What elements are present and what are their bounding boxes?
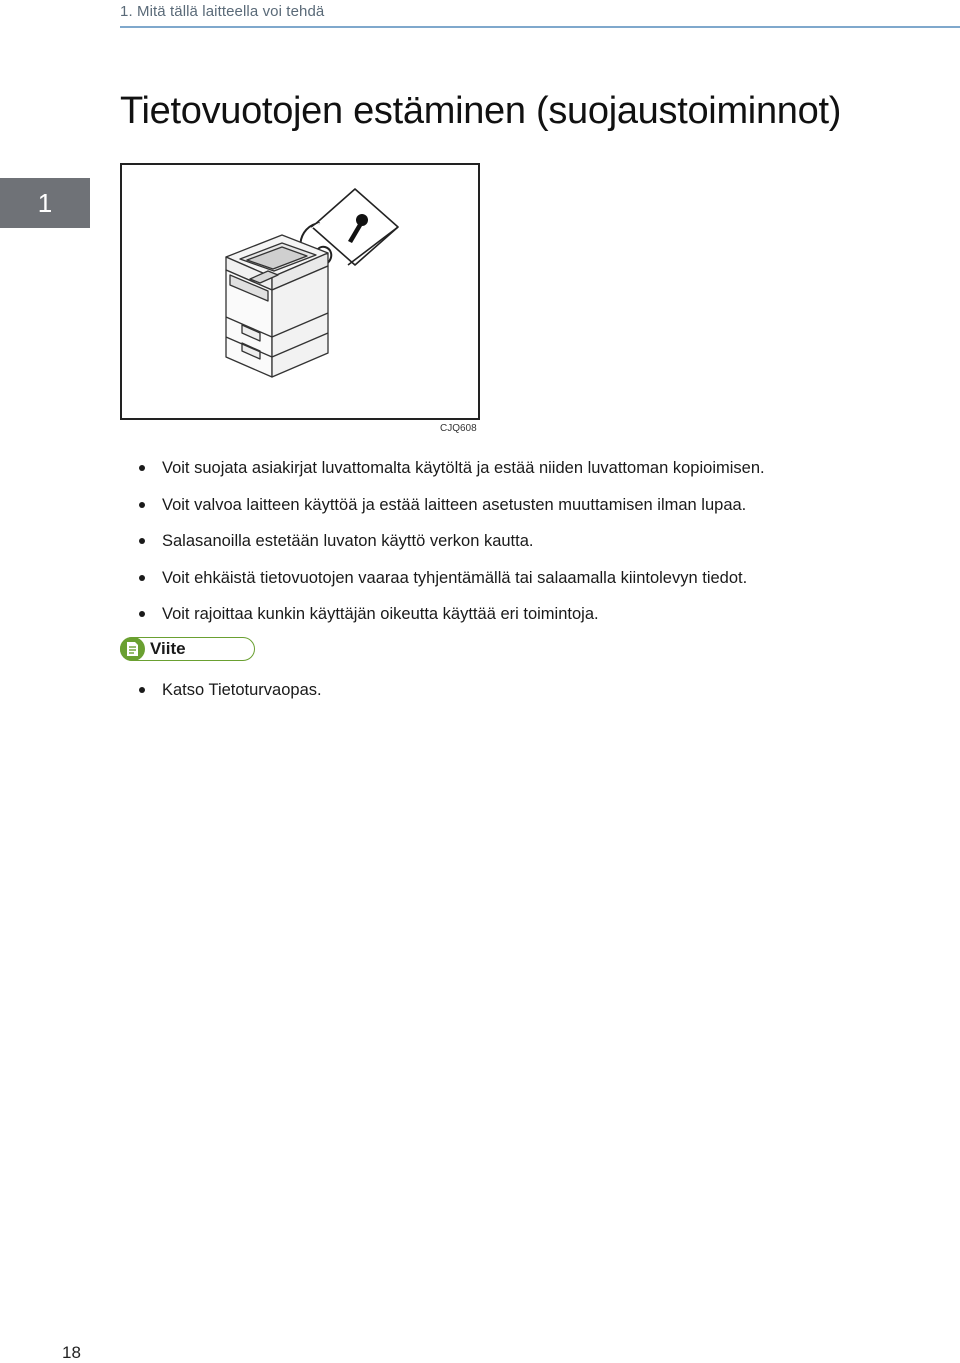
bullet-icon <box>139 465 145 471</box>
bullet-icon <box>139 575 145 581</box>
list-item-text: Voit rajoittaa kunkin käyttäjän oikeutta käyttää eri toimintoja. <box>162 605 599 623</box>
bullet-icon <box>139 502 145 508</box>
note-document-icon <box>120 637 145 661</box>
printer-with-lock-icon <box>122 165 478 418</box>
list-item-text: Voit suojata asiakirjat luvattomalta käytöltä ja estää niiden luvattoman kopioimisen. <box>162 459 765 477</box>
reference-list <box>138 678 953 715</box>
list-item <box>138 456 953 480</box>
bullet-icon <box>139 611 145 617</box>
list-item <box>138 602 953 626</box>
list-item <box>138 678 953 702</box>
bullet-icon <box>139 538 145 544</box>
running-header: 1. Mitä tällä laitteella voi tehdä <box>120 3 325 20</box>
list-item-text: Voit ehkäistä tietovuotojen vaaraa tyhjentämällä tai salaamalla kiintolevyn tiedot. <box>162 568 748 587</box>
list-item <box>138 493 953 517</box>
page-title: Tietovuotojen estäminen (suojaustoiminnot) <box>120 90 842 132</box>
feature-list <box>138 456 953 639</box>
list-item-text: Katso Tietoturvaopas. <box>162 681 322 699</box>
reference-label: Viite <box>150 639 186 658</box>
list-item-text: Salasanoilla estetään luvaton käyttö verkon kautta. <box>162 532 534 550</box>
reference-badge <box>120 637 255 661</box>
list-item <box>138 529 953 553</box>
figure-frame <box>120 163 480 420</box>
figure-code: CJQ608 <box>440 423 477 434</box>
list-item <box>138 566 953 590</box>
chapter-number: 1 <box>37 187 53 218</box>
chapter-tab <box>0 178 90 228</box>
bullet-icon <box>139 687 145 693</box>
list-item-text: Voit valvoa laitteen käyttöä ja estää laitteen asetusten muuttamisen ilman lupaa. <box>162 495 747 514</box>
header-divider <box>120 26 960 28</box>
page-number: 18 <box>62 1343 81 1362</box>
